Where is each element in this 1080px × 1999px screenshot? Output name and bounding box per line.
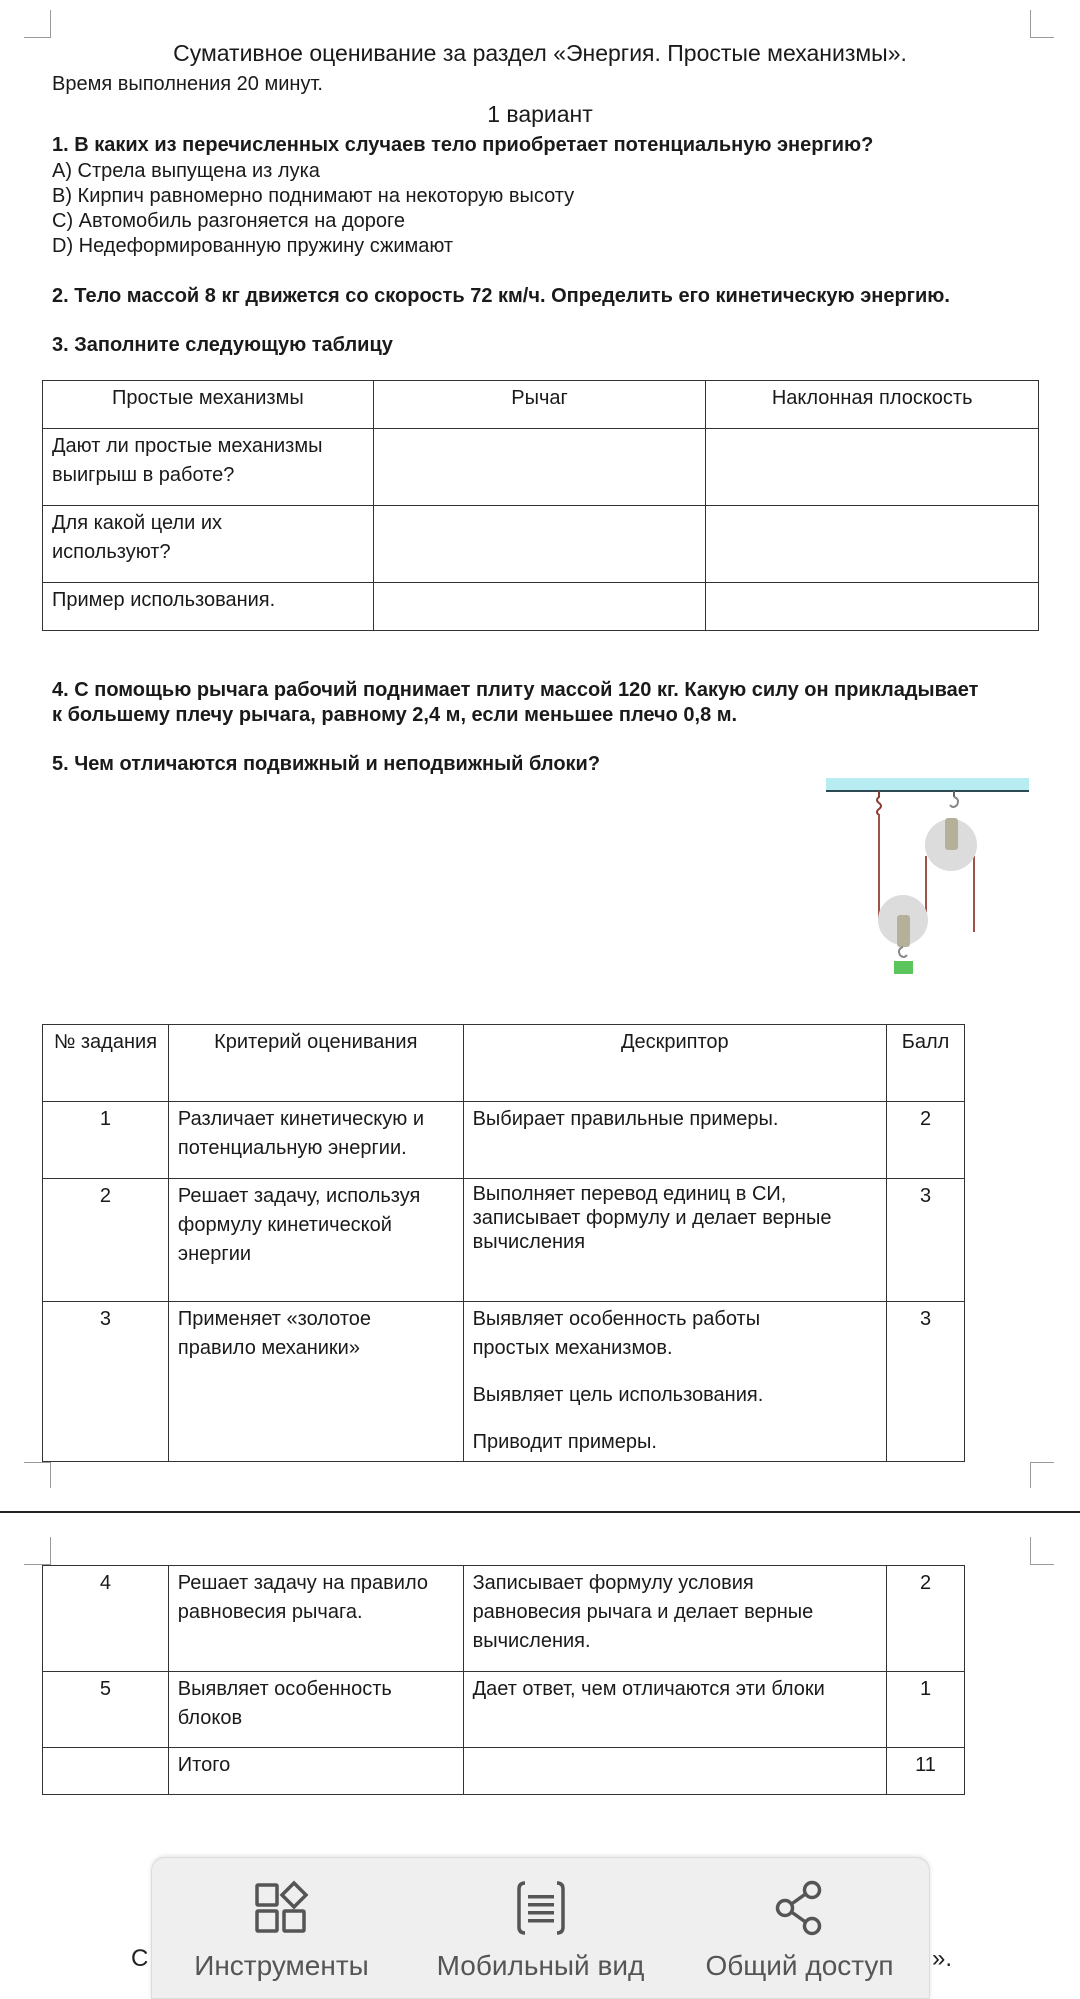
criteria-table xyxy=(42,1024,965,1462)
q1-option-c: C) Автомобиль разгоняется на дороге xyxy=(52,210,405,232)
partially-hidden-text-right: ». xyxy=(932,1945,953,1972)
criteria-number: 4 xyxy=(43,1566,169,1672)
table-header-cell: Наклонная плоскость xyxy=(706,381,1039,429)
share-icon xyxy=(772,1880,828,1936)
criteria-total-score: 11 xyxy=(887,1748,965,1795)
criteria-number: 2 xyxy=(43,1179,169,1302)
criteria-table-continued xyxy=(42,1565,965,1795)
q1-option-d: D) Недеформированную пружину сжимают xyxy=(52,235,454,257)
criteria-header-criterion: Критерий оценивания xyxy=(168,1025,463,1102)
table-row-label xyxy=(43,506,374,583)
pulley-system-illustration xyxy=(820,770,1040,985)
share-button[interactable] xyxy=(670,1858,929,1998)
question-5: 5. Чем отличаются подвижный и неподвижный блоки? xyxy=(52,753,601,775)
page-corner-mark xyxy=(1030,37,1054,38)
time-note: Время выполнения 20 минут. xyxy=(52,73,323,95)
q1-option-b: B) Кирпич равномерно поднимают на некоторую высоту xyxy=(52,185,575,207)
document-title: Сумативное оценивание за раздел «Энергия. Простые механизмы». xyxy=(173,40,907,66)
criteria-total-label: Итого xyxy=(168,1748,463,1795)
criteria-number: 5 xyxy=(43,1672,169,1748)
table-header-cell: Простые механизмы xyxy=(43,381,374,429)
page-corner-mark xyxy=(1030,10,1031,38)
page-separator xyxy=(0,1511,1080,1513)
criteria-header-score: Балл xyxy=(887,1025,965,1102)
partially-hidden-text-left: С xyxy=(131,1945,149,1972)
table-cell-empty xyxy=(706,429,1039,506)
bottom-toolbar xyxy=(151,1857,930,1999)
criteria-score: 3 xyxy=(887,1302,965,1462)
table-cell-empty xyxy=(706,506,1039,583)
page-corner-mark xyxy=(1030,1462,1054,1463)
table-cell-empty xyxy=(373,429,706,506)
table-cell-empty xyxy=(373,583,706,631)
question-4-line-2: к большему плечу рычага, равному 2,4 м, если меньшее плечо 0,8 м. xyxy=(52,704,738,726)
page-corner-mark xyxy=(1030,1462,1031,1488)
mobile-view-button[interactable] xyxy=(411,1858,670,1998)
criteria-criterion: Применяет «золотое правило механики» xyxy=(168,1302,463,1462)
criteria-header-number: № задания xyxy=(43,1025,169,1102)
criteria-descriptor: Записывает формулу условия равновесия рычага и делает верные вычисления. xyxy=(463,1566,886,1672)
page-corner-mark xyxy=(1030,1564,1054,1565)
criteria-criterion: Решает задачу на правило равновесия рычага. xyxy=(168,1566,463,1672)
page-corner-mark xyxy=(1030,1537,1031,1565)
criteria-criterion: Решает задачу, используя формулу кинетической энергии xyxy=(168,1179,463,1302)
table-row xyxy=(43,1566,965,1672)
criteria-descriptor: Выполняет перевод единиц в СИ, записывает формулу и делает верные вычисления xyxy=(463,1179,886,1302)
criteria-descriptor xyxy=(463,1748,886,1795)
table-header-cell: Рычаг xyxy=(373,381,706,429)
criteria-criterion: Различает кинетическую и потенциальную энергии. xyxy=(168,1102,463,1179)
criteria-descriptor xyxy=(463,1302,886,1462)
page-corner-mark xyxy=(50,1462,51,1488)
question-1: 1. В каких из перечисленных случаев тело приобретает потенциальную энергию? xyxy=(52,134,874,156)
simple-mechanisms-table xyxy=(42,380,1039,631)
criteria-score: 1 xyxy=(887,1672,965,1748)
mobile-view-icon xyxy=(513,1880,569,1936)
table-row-label-text: Для какой цели их используют? xyxy=(52,512,222,563)
criteria-number: 1 xyxy=(43,1102,169,1179)
page-corner-mark xyxy=(50,1537,51,1565)
criteria-descriptor: Выбирает правильные примеры. xyxy=(463,1102,886,1179)
variant-heading: 1 вариант xyxy=(487,101,593,127)
page-corner-mark xyxy=(50,10,51,38)
table-cell-empty xyxy=(706,583,1039,631)
table-row-label: Дают ли простые механизмы выигрыш в работе? xyxy=(43,429,374,506)
page-corner-mark xyxy=(24,37,51,38)
table-row xyxy=(43,1302,965,1462)
table-row xyxy=(43,1179,965,1302)
descriptor-line: Выявляет особенность работы простых механизмов. xyxy=(472,1308,761,1359)
question-4-line-1: 4. С помощью рычага рабочий поднимает плиту массой 120 кг. Какую силу он прикладывает xyxy=(52,679,979,701)
table-row-total xyxy=(43,1748,965,1795)
criteria-score: 3 xyxy=(887,1179,965,1302)
tools-grid-icon xyxy=(254,1880,310,1936)
q1-option-a: A) Стрела выпущена из лука xyxy=(52,160,320,182)
tools-label: Инструменты xyxy=(194,1950,369,1981)
table-row xyxy=(43,1672,965,1748)
criteria-number: 3 xyxy=(43,1302,169,1462)
criteria-header-descriptor: Дескриптор xyxy=(463,1025,886,1102)
tools-button[interactable] xyxy=(152,1858,411,1998)
criteria-number xyxy=(43,1748,169,1795)
criteria-score: 2 xyxy=(887,1566,965,1672)
descriptor-line: Приводит примеры. xyxy=(472,1431,657,1453)
question-2: 2. Тело массой 8 кг движется со скорость 72 км/ч. Определить его кинетическую энергию. xyxy=(52,285,950,307)
descriptor-line: Выявляет цель использования. xyxy=(472,1384,764,1406)
page-corner-mark xyxy=(24,1462,51,1463)
criteria-criterion: Выявляет особенность блоков xyxy=(168,1672,463,1748)
table-row-label: Пример использования. xyxy=(43,583,374,631)
table-row xyxy=(43,1102,965,1179)
table-cell-empty xyxy=(373,506,706,583)
criteria-score: 2 xyxy=(887,1102,965,1179)
question-3: 3. Заполните следующую таблицу xyxy=(52,334,393,356)
mobile-view-label: Мобильный вид xyxy=(436,1950,645,1981)
criteria-descriptor: Дает ответ, чем отличаются эти блоки xyxy=(463,1672,886,1748)
share-label: Общий доступ xyxy=(705,1950,894,1981)
